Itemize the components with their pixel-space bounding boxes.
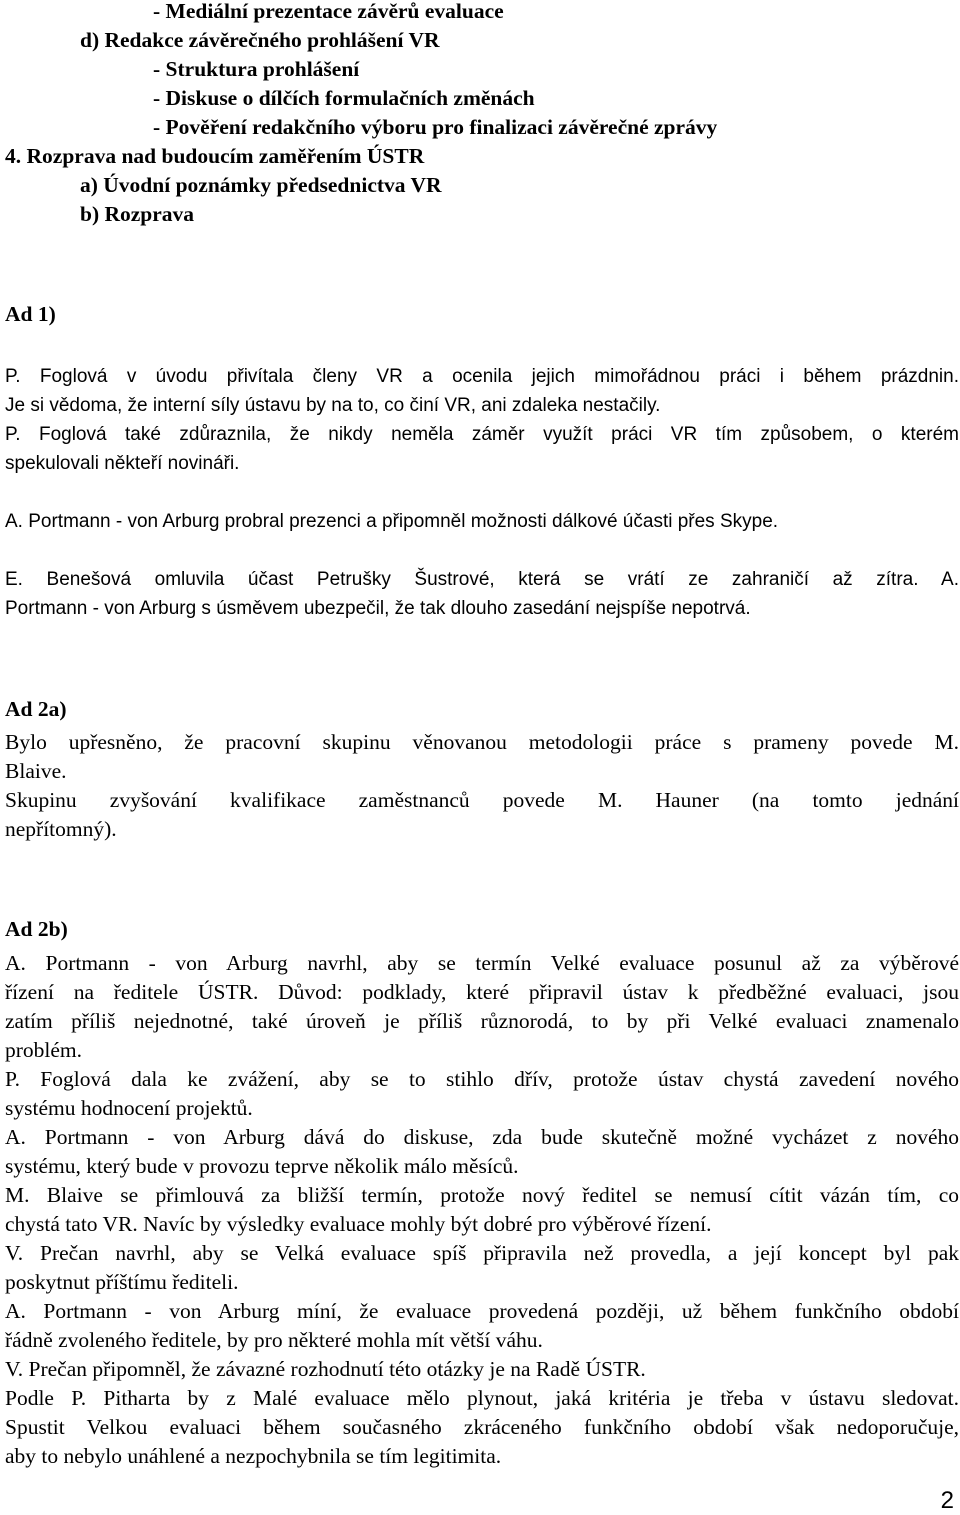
outline-item: - Diskuse o dílčích formulačních změnách — [153, 86, 535, 110]
paragraph-line: V. Prečan navrhl, aby se Velká evaluace spíš připravila než provedla, a její koncept byl pak — [5, 1241, 959, 1265]
paragraph-line: řízení na ředitele ÚSTR. Důvod: podklady, které připravil ústav k předběžné evaluaci, jsou — [5, 980, 959, 1004]
paragraph-line: Skupinu zvyšování kvalifikace zaměstnanců povede M. Hauner (na tomto jednání — [5, 788, 959, 812]
paragraph-line: problém. — [5, 1038, 83, 1062]
paragraph-line: nepřítomný). — [5, 817, 117, 841]
paragraph-line: M. Blaive se přimlouvá za bližší termín, protože nový ředitel se nemusí cítit vázán tím, co — [5, 1183, 959, 1207]
paragraph-line: Bylo upřesněno, že pracovní skupinu věnovanou metodologii práce s prameny povede M. — [5, 730, 959, 754]
paragraph-line: aby to nebylo unáhlené a nezpochybnila se tím legitimita. — [5, 1444, 502, 1468]
paragraph-line: P. Foglová také zdůraznila, že nikdy neměla záměr využít práci VR tím způsobem, o kterém — [5, 424, 959, 445]
paragraph-line: A. Portmann - von Arburg míní, že evaluace provedená později, už během funkčního období — [5, 1299, 959, 1323]
section-heading-ad2a: Ad 2a) — [5, 697, 67, 721]
section-heading-ad2b: Ad 2b) — [5, 917, 68, 941]
outline-item: a) Úvodní poznámky předsednictva VR — [80, 173, 442, 197]
outline-item: 4. Rozprava nad budoucím zaměřením ÚSTR — [5, 144, 425, 168]
paragraph-line: A. Portmann - von Arburg navrhl, aby se termín Velké evaluace posunul až za výběrové — [5, 951, 959, 975]
paragraph-line: Spustit Velkou evaluaci během současného zkráceného funkčního období však nedoporučuje, — [5, 1415, 959, 1439]
paragraph-line: Je si vědoma, že interní síly ústavu by na to, co činí VR, ani zdaleka nestačily. — [5, 395, 661, 416]
paragraph-line: spekulovali někteří novináři. — [5, 453, 240, 474]
outline-item: b) Rozprava — [80, 202, 195, 226]
outline-item: - Struktura prohlášení — [153, 57, 360, 81]
paragraph-line: systému hodnocení projektů. — [5, 1096, 253, 1120]
paragraph-line: Blaive. — [5, 759, 67, 783]
paragraph-line: A. Portmann - von Arburg dává do diskuse, zda bude skutečně možné vycházet z nového — [5, 1125, 959, 1149]
paragraph-line: Podle P. Pitharta by z Malé evaluace mělo plynout, jaká kritéria je třeba v ústavu sledovat. — [5, 1386, 959, 1410]
paragraph-line: V. Prečan připomněl, že závazné rozhodnutí této otázky je na Radě ÚSTR. — [5, 1357, 646, 1381]
paragraph-line: poskytnut příštímu řediteli. — [5, 1270, 239, 1294]
paragraph-line: A. Portmann - von Arburg probral prezenci a připomněl možnosti dálkové účasti přes Skype. — [5, 511, 779, 532]
paragraph-line: P. Foglová v úvodu přivítala členy VR a ocenila jejich mimořádnou práci i během prázdnin. — [5, 366, 959, 387]
outline-item: - Mediální prezentace závěrů evaluace — [153, 0, 504, 23]
paragraph-line: P. Foglová dala ke zvážení, aby se to stihlo dřív, protože ústav chystá zavedení nového — [5, 1067, 959, 1091]
paragraph-line: E. Benešová omluvila účast Petrušky Šustrové, která se vrátí ze zahraničí až zítra. A. — [5, 569, 959, 590]
paragraph-line: řádně zvoleného ředitele, by pro některé mohla mít větší váhu. — [5, 1328, 543, 1352]
page-number: 2 — [940, 1487, 954, 1514]
paragraph-line: chystá tato VR. Navíc by výsledky evaluace mohly být dobré pro výběrové řízení. — [5, 1212, 712, 1236]
outline-item: - Pověření redakčního výboru pro finalizaci závěrečné zprávy — [153, 115, 718, 139]
outline-item: d) Redakce závěrečného prohlášení VR — [80, 28, 440, 52]
paragraph-line: Portmann - von Arburg s úsměvem ubezpečil, že tak dlouho zasedání nejspíše nepotrvá. — [5, 598, 751, 619]
paragraph-line: systému, který bude v provozu teprve několik málo měsíců. — [5, 1154, 519, 1178]
paragraph-line: zatím příliš nejednotné, také úroveň je příliš různorodá, to by při Velké evaluaci znamenalo — [5, 1009, 959, 1033]
section-heading-ad1: Ad 1) — [5, 302, 56, 326]
